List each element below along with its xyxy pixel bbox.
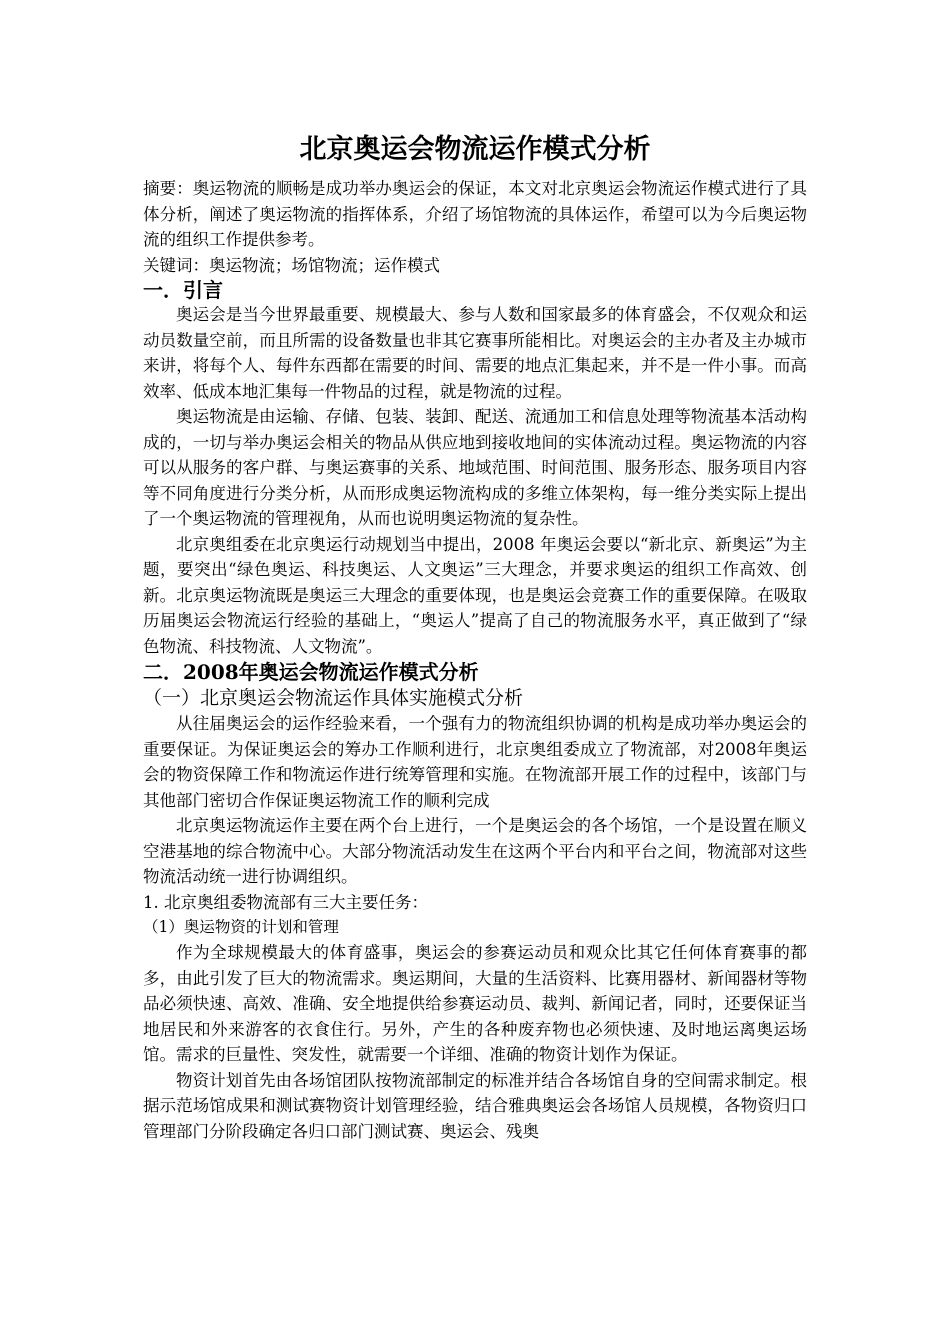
intro-paragraph: 奥运会是当今世界最重要、规模最大、参与人数和国家最多的体育盛会，不仅观众和运动员数量空前，而且所需的设备数量也非其它赛事所能相比。对奥运会的主办者及主办城市来讲，将每个人、每件东西都在需要的时间、需要的地点汇集起来，并不是一件小事。而高效率、低成本地汇集每一件物品的过程，就是物流的过程。 bbox=[143, 305, 807, 401]
analysis-paragraph: 从往届奥运会的运作经验来看，一个强有力的物流组织协调的机构是成功举办奥运会的重要保证。为保证奥运会的筹办工作顺利进行，北京奥组委成立了物流部，对2008年奥运会的物资保障工作和物流运作进行统筹管理和实施。在物流部开展工作的过程中，该部门与其他部门密切合作保证奥运物流工作的顺利完成 bbox=[143, 714, 807, 810]
section-heading-analysis: 二．2008年奥运会物流运作模式分析 bbox=[143, 660, 479, 684]
task-paragraph: 物资计划首先由各场馆团队按物流部制定的标准并结合各场馆自身的空间需求制定。根据示范场馆成果和测试赛物资计划管理经验，结合雅典奥运会各场馆人员规模，各物资归口管理部门分阶段确定各归口部门测试赛、奥运会、残奥 bbox=[143, 1070, 807, 1141]
list-item: 1. 北京奥组委物流部有三大主要任务： bbox=[143, 892, 428, 912]
keywords: 关键词：奥运物流；场馆物流；运作模式 bbox=[143, 255, 440, 275]
document-page bbox=[143, 128, 807, 1144]
analysis-paragraph: 北京奥运物流运作主要在两个台上进行，一个是奥运会的各个场馆，一个是设置在顺义空港基地的综合物流中心。大部分物流活动发生在这两个平台内和平台之间，物流部对这些物流活动统一进行协调组织。 bbox=[143, 816, 807, 886]
task-paragraph: 作为全球规模最大的体育盛事，奥运会的参赛运动员和观众比其它任何体育赛事的都多，由此引发了巨大的物流需求。奥运期间，大量的生活资料、比赛用器材、新闻器材等物品必须快速、高效、准确、安全地提供给参赛运动员、裁判、新闻记者，同时，还要保证当地居民和外来游客的衣食住行。另外，产生的各种废弃物也必须快速、及时地运离奥运场馆。需求的巨量性、突发性，就需要一个详细、准确的物资计划作为保证。 bbox=[143, 943, 807, 1064]
abstract: 摘要：奥运物流的顺畅是成功举办奥运会的保证，本文对北京奥运会物流运作模式进行了具体分析，阐述了奥运物流的指挥体系，介绍了场馆物流的具体运作，希望可以为今后奥运物流的组织工作提供参考。 bbox=[143, 179, 807, 249]
document-title: 北京奥运会物流运作模式分析 bbox=[299, 134, 651, 165]
section-heading-intro: 一．引言 bbox=[143, 278, 223, 302]
subsection-heading: （一）北京奥运会物流运作具体实施模式分析 bbox=[143, 687, 524, 709]
intro-paragraph: 北京奥组委在北京奥运行动规划当中提出，2008 年奥运会要以“新北京、新奥运”为主题，要突出“绿色奥运、科技奥运、人文奥运”三大理念，并要求奥运的组织工作高效、创新。北京奥运物流既是奥运三大理念的重要体现，也是奥运会竞赛工作的重要保障。在吸取历届奥运会物流运行经验的基础上，“奥运人”提高了自己的物流服务水平，真正做到了“绿色物流、科技物流、人文物流”。 bbox=[143, 534, 807, 656]
intro-paragraph: 奥运物流是由运输、存储、包装、装卸、配送、流通加工和信息处理等物流基本活动构成的，一切与举办奥运会相关的物品从供应地到接收地间的实体流动过程。奥运物流的内容可以从服务的客户群、与奥运赛事的关系、地域范围、时间范围、服务形态、服务项目内容等不同角度进行分类分析，从而形成奥运物流构成的多维立体架构，每一维分类实际上提出了一个奥运物流的管理视角，从而也说明奥运物流的复杂性。 bbox=[143, 407, 807, 528]
task-heading: （1）奥运物资的计划和管理 bbox=[143, 918, 339, 936]
